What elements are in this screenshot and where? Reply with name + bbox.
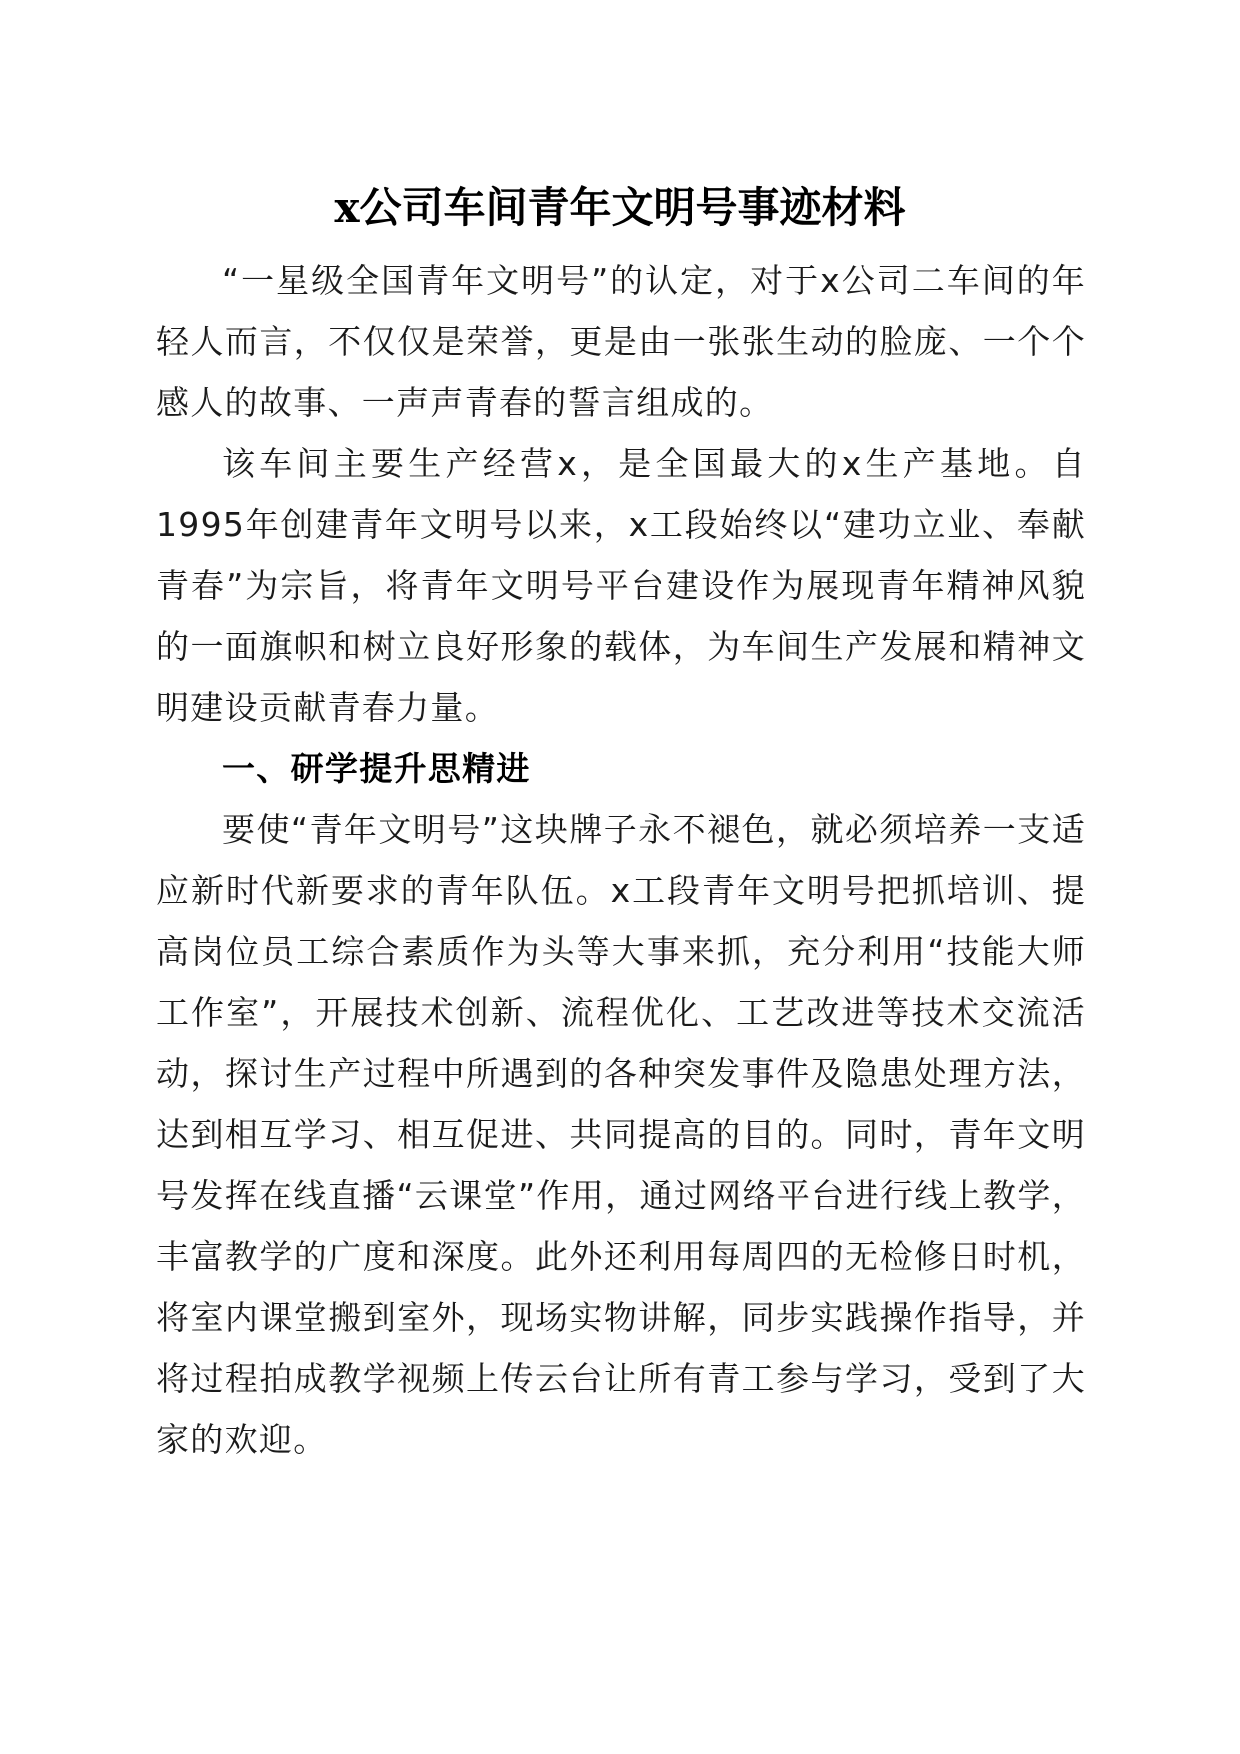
- section-paragraph: 要使“青年文明号”这块牌子永不褪色，就必须培养一支适应新时代新要求的青年队伍。x工段青年文明号把抓培训、提高岗位员工综合素质作为头等大事来抓，充分利用“技能大师工作室”，开展技术创新、流程优化、工艺改进等技术交流活动，探讨生产过程中所遇到的各种突发事件及隐患处理方法，达到相互学习、相互促进、共同提高的目的。同时，青年文明号发挥在线直播“云课堂”作用，通过网络平台进行线上教学，丰富教学的广度和深度。此外还利用每周四的无检修日时机，将室内课堂搬到室外，现场实物讲解，同步实践操作指导，并将过程拍成教学视频上传云台让所有青工参与学习，受到了大家的欢迎。: [156, 810, 1086, 1459]
- intro-paragraph: “一星级全国青年文明号”的认定，对于x公司二车间的年轻人而言，不仅仅是荣誉，更是由一张张生动的脸庞、一个个感人的故事、一声声青春的誓言组成的。: [156, 261, 1086, 422]
- section-heading: 一、研学提升思精进: [222, 749, 531, 788]
- document-body: [156, 250, 1086, 1470]
- background-paragraph: 该车间主要生产经营x，是全国最大的x生产基地。自1995年创建青年文明号以来，x工段始终以“建功立业、奉献青春”为宗旨，将青年文明号平台建设作为展现青年精神风貌的一面旗帜和树立良好形象的载体，为车间生产发展和精神文明建设贡献青春力量。: [156, 444, 1086, 727]
- document-title: x公司车间青年文明号事迹材料: [334, 183, 906, 232]
